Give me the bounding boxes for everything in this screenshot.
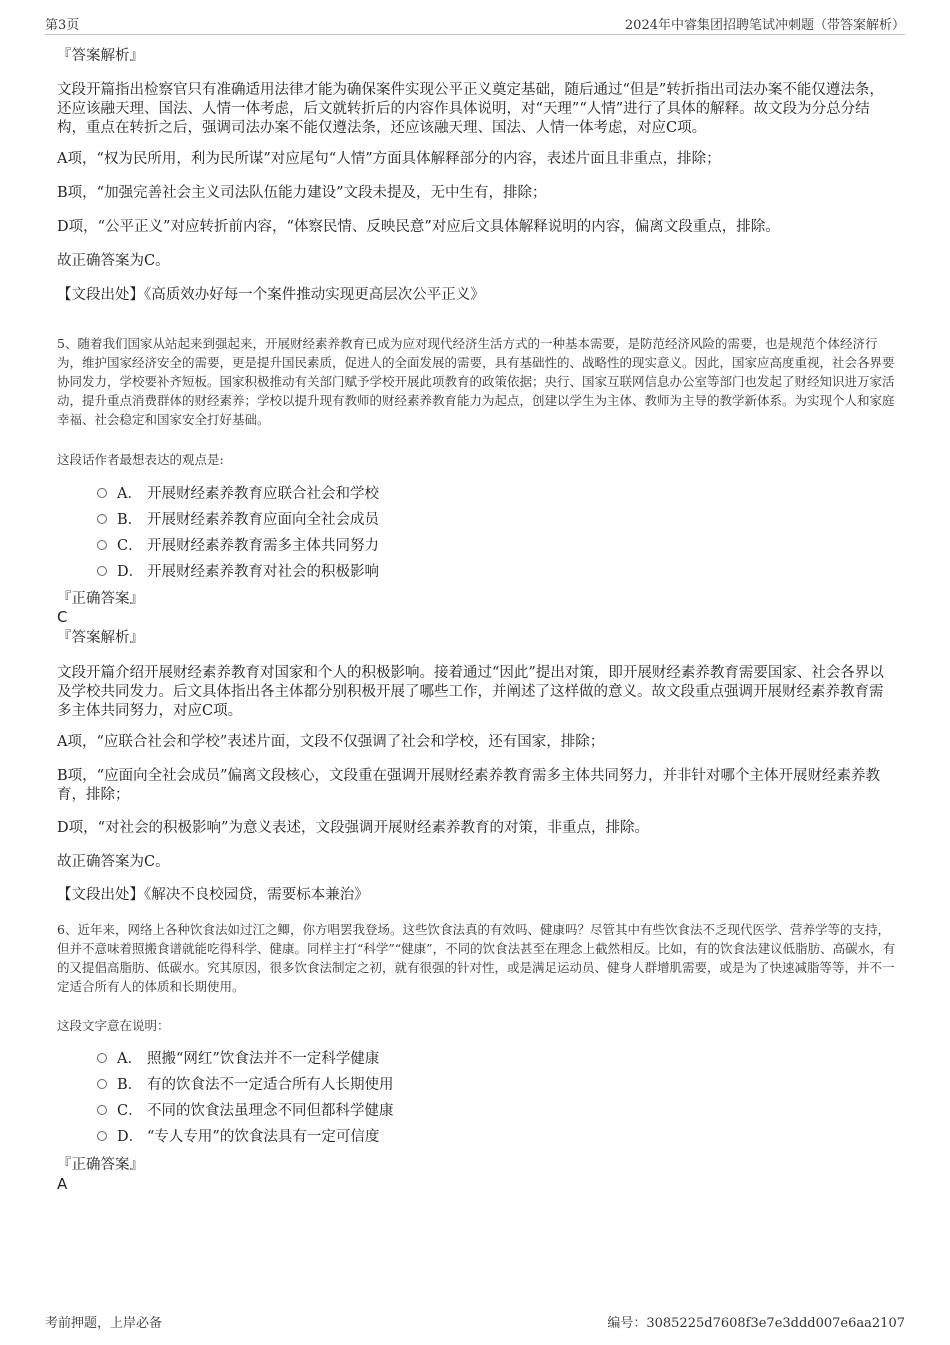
radio-icon[interactable] <box>97 1053 107 1063</box>
footer-slogan: 考前押题，上岸必备 <box>45 1316 163 1331</box>
source-citation: 【文段出处】《解决不良校园贷，需要标本兼治》 <box>57 887 369 903</box>
question-5-text: 5、随着我们国家从站起来到强起来，开展财经素养教育已成为应对现代经济生活方式的一种基本需要，是防范经济风险的需要，也是规范个体经济行为，维护国家经济安全的需要，更是提升国民素质，促进人的全面发展的需要，具有基础性的、战略性的现实意义。因此，国家应高度重视，社会各界要协同发力，学校要补齐短板。国家积极推动有关部门赋予学校开展此项教育的政策依据；央行、国家互联网信息办公室等部门也发起了财经知识进万家活动，提升重点消费群体的财经素养；学校以提升现有教师的财经素养教育能力为起点，创建以学生为主体、教师为主导的教学新体系。为实现个人和家庭幸福、社会稳定和国家安全打好基础。 <box>57 336 895 427</box>
analysis-label: 『答案解析』 <box>57 48 144 64</box>
q5-option-c[interactable]: C． 开展财经素养教育需多主体共同努力 <box>97 535 379 557</box>
conclusion: 故正确答案为C。 <box>57 854 170 870</box>
option-d-explanation: D项，“公平正义”对应转折前内容，“体察民情、反映民意”对应后文具体解释说明的内容，偏离文段重点，排除。 <box>57 219 780 235</box>
radio-icon[interactable] <box>97 566 107 576</box>
q6-option-d[interactable]: D． “专人专用”的饮食法具有一定可信度 <box>97 1126 379 1148</box>
page-number: 第3页 <box>45 18 80 33</box>
page-header <box>45 14 905 35</box>
correct-answer: A <box>57 1175 68 1193</box>
option-a-explanation: A项，“权为民所用，利为民所谋”对应尾句“人情”方面具体解释部分的内容，表述片面且非重点，排除； <box>57 151 721 167</box>
radio-icon[interactable] <box>97 488 107 498</box>
correct-answer-label: 『正确答案』 <box>57 591 144 607</box>
analysis-text: 文段开篇介绍开展财经素养教育对国家和个人的积极影响。接着通过“因此”提出对策，即开展财经素养教育需要国家、社会各界以及学校共同发力。后文具体指出各主体都分别积极开展了哪些工作，并阐述了这样做的意义。故文段重点强调开展财经素养教育需多主体共同努力，对应C项。 <box>57 665 884 719</box>
analysis-text: 文段开篇指出检察官只有准确适用法律才能为确保案件实现公平正义奠定基础，随后通过“但是”转折指出司法办案不能仅遵法条，还应该融天理、国法、人情一体考虑，后文就转折后的内容作具体说明，对“天理”“人情”进行了具体的解释。故文段为分总分结构，重点在转折之后，强调司法办案不能仅遵法条，还应该融天理、国法、人情一体考虑，对应C项。 <box>57 82 884 136</box>
q6-option-c[interactable]: C． 不同的饮食法虽理念不同但都科学健康 <box>97 1100 394 1122</box>
analysis-label: 『答案解析』 <box>57 630 144 646</box>
q5-option-a[interactable]: A． 开展财经素养教育应联合社会和学校 <box>97 483 379 505</box>
radio-icon[interactable] <box>97 514 107 524</box>
radio-icon[interactable] <box>97 1079 107 1089</box>
question-6-prompt: 这段文字意在说明： <box>57 1018 170 1033</box>
option-b-explanation: B项，“应面向全社会成员”偏离文段核心，文段重在强调开展财经素养教育需多主体共同努力，并非针对哪个主体开展财经素养教育，排除； <box>57 768 880 803</box>
document-title: 2024年中睿集团招聘笔试冲刺题（带答案解析） <box>624 18 905 33</box>
correct-answer-label: 『正确答案』 <box>57 1157 144 1173</box>
option-a-explanation: A项，“应联合社会和学校”表述片面，文段不仅强调了社会和学校，还有国家，排除； <box>57 734 605 750</box>
option-b-explanation: B项，“加强完善社会主义司法队伍能力建设”文段未提及，无中生有，排除； <box>57 185 547 201</box>
q5-option-d[interactable]: D． 开展财经素养教育对社会的积极影响 <box>97 561 379 583</box>
source-citation: 【文段出处】《高质效办好每一个案件推动实现更高层次公平正义》 <box>57 287 485 303</box>
correct-answer: C <box>57 608 68 626</box>
question-5-prompt: 这段话作者最想表达的观点是: <box>57 452 224 467</box>
radio-icon[interactable] <box>97 1131 107 1141</box>
document-id: 编号：3085225d7608f3e7e3ddd007e6aa2107 <box>607 1316 905 1331</box>
question-6-text: 6、近年来，网络上各种饮食法如过江之鲫，你方唱罢我登场。这些饮食法真的有效吗、健康吗？尽管其中有些饮食法不乏现代医学、营养学等的支持，但并不意味着照搬食谱就能吃得科学、健康。同样主打“科学”“健康”，不同的饮食法甚至在理念上截然相反。比如，有的饮食法建议低脂肪、高碳水，有的又提倡高脂肪、低碳水。究其原因，很多饮食法制定之初，就有很强的针对性，或是满足运动员、健身人群增肌需要，或是为了快速减脂等等，并不一定适合所有人的体质和长期使用。 <box>57 922 896 994</box>
q6-option-a[interactable]: A． 照搬“网红”饮食法并不一定科学健康 <box>97 1048 379 1070</box>
radio-icon[interactable] <box>97 540 107 550</box>
radio-icon[interactable] <box>97 1105 107 1115</box>
q5-option-b[interactable]: B． 开展财经素养教育应面向全社会成员 <box>97 509 379 531</box>
option-d-explanation: D项，“对社会的积极影响”为意义表述，文段强调开展财经素养教育的对策，非重点，排除。 <box>57 820 649 836</box>
conclusion: 故正确答案为C。 <box>57 253 170 269</box>
q6-option-b[interactable]: B． 有的饮食法不一定适合所有人长期使用 <box>97 1074 394 1096</box>
